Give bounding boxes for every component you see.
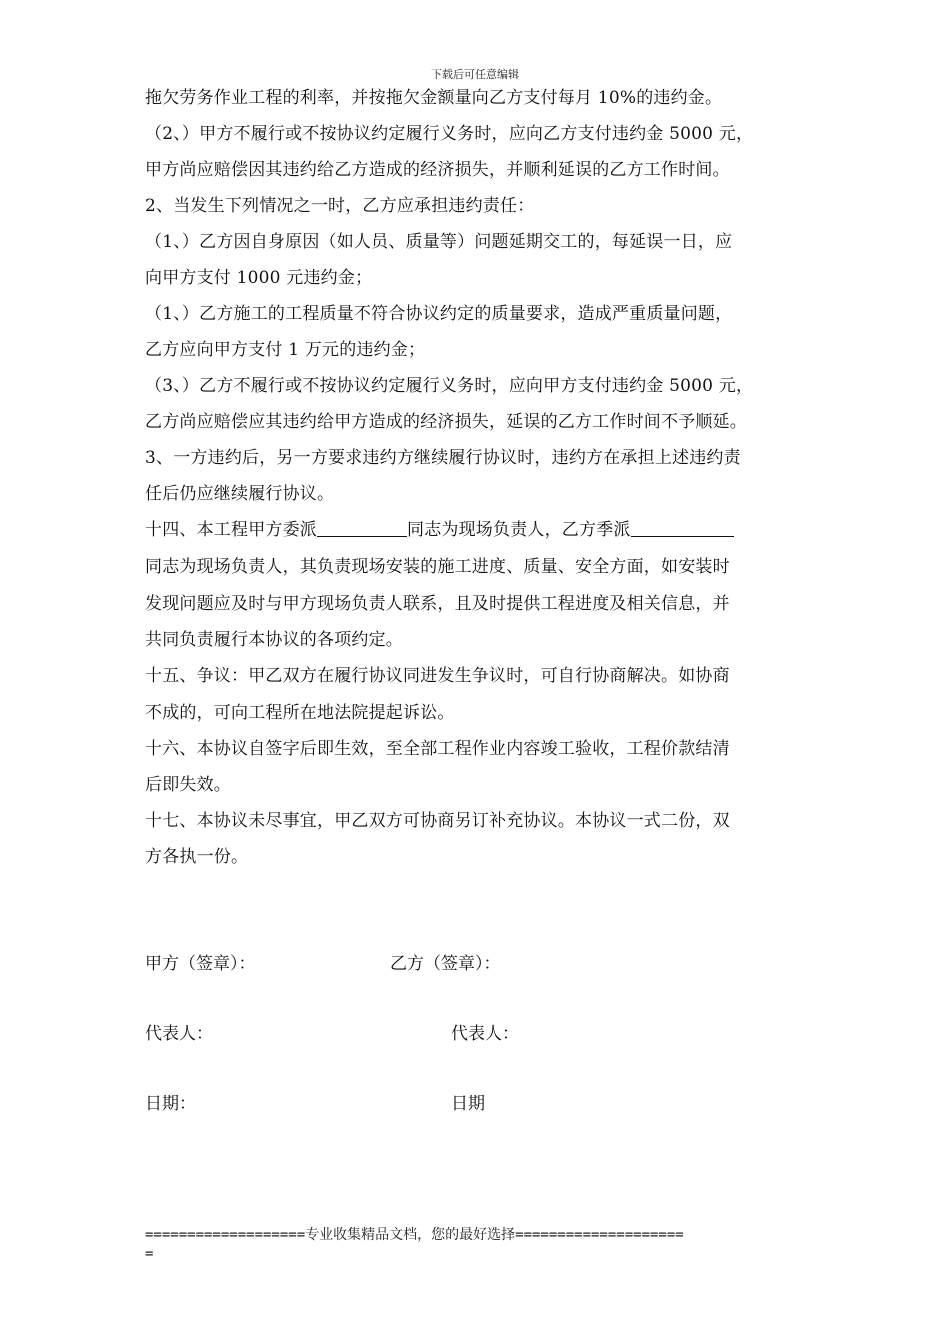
footer-line: ===================专业收集精品文档，您的最好选择==================== bbox=[145, 1227, 684, 1243]
paragraph-line: 向甲方支付 1000 元违约金； bbox=[145, 268, 373, 288]
paragraph-line: （1、）乙方施工的工程质量不符合协议约定的质量要求，造成严重质量问题， bbox=[145, 304, 733, 324]
paragraph-line: 十五、争议：甲乙双方在履行协议同进发生争议时，可自行协商解决。如协商 bbox=[145, 666, 730, 686]
blank-field-party-b-rep[interactable] bbox=[631, 520, 734, 537]
paragraph-line: 拖欠劳务作业工程的利率，并按拖欠金额量向乙方支付每月 10%的违约金。 bbox=[145, 88, 723, 108]
party-b-representative-label: 代表人： bbox=[451, 1024, 519, 1044]
paragraph-line: 十六、本协议自签字后即生效，至全部工程作业内容竣工验收，工程价款结清 bbox=[145, 739, 730, 759]
party-a-representative-label: 代表人： bbox=[145, 1024, 213, 1044]
paragraph-line: 十七、本协议未尽事宜，甲乙双方可协商另订补充协议。本协议一式二份，双 bbox=[145, 811, 730, 831]
paragraph-line: （3、）乙方不履行或不按协议约定履行义务时，应向甲方支付违约金 5000 元， bbox=[145, 376, 754, 396]
paragraph-line: 2、当发生下列情况之一时，乙方应承担违约责任： bbox=[145, 196, 535, 216]
party-a-seal-label: 甲方（签章）： bbox=[145, 954, 256, 974]
clause-14-text: 十四、本工程甲方委派 bbox=[145, 520, 317, 540]
party-a-date-label: 日期： bbox=[145, 1094, 196, 1114]
paragraph-line: 甲方尚应赔偿因其违约给乙方造成的经济损失，并顺利延误的乙方工作时间。 bbox=[145, 160, 730, 180]
paragraph-line: 共同负责履行本协议的各项约定。 bbox=[145, 630, 403, 650]
party-b-date-label: 日期 bbox=[451, 1094, 485, 1114]
page-footer bbox=[145, 1226, 684, 1264]
party-b-seal-label: 乙方（签章）： bbox=[390, 954, 501, 974]
paragraph-line: 不成的，可向工程所在地法院提起诉讼。 bbox=[145, 703, 455, 723]
page-header: 下载后可任意编辑 bbox=[431, 68, 519, 81]
paragraph-line: （2、）甲方不履行或不按协议约定履行义务时，应向乙方支付违约金 5000 元， bbox=[145, 124, 754, 144]
blank-field-party-a-rep[interactable] bbox=[317, 520, 407, 537]
paragraph-line: 3、一方违约后，另一方要求违约方继续履行协议时，违约方在承担上述违约责 bbox=[145, 448, 741, 468]
paragraph-line: 发现问题应及时与甲方现场负责人联系，且及时提供工程进度及相关信息，并 bbox=[145, 594, 730, 614]
paragraph-line: 后即失效。 bbox=[145, 775, 231, 795]
paragraph-line: 同志为现场负责人，其负责现场安装的施工进度、质量、安全方面，如安装时 bbox=[145, 557, 730, 577]
paragraph-line: 乙方尚应赔偿应其违约给甲方造成的经济损失，延误的乙方工作时间不予顺延。 bbox=[145, 412, 747, 432]
paragraph-line: 方各执一份。 bbox=[145, 847, 249, 867]
clause-14-text: 同志为现场负责人，乙方季派 bbox=[407, 520, 631, 540]
footer-line: = bbox=[145, 1246, 154, 1262]
paragraph-line: 乙方应向甲方支付 1 万元的违约金； bbox=[145, 340, 426, 360]
clause-14-line bbox=[145, 519, 734, 541]
paragraph-line: 任后仍应继续履行协议。 bbox=[145, 484, 335, 504]
paragraph-line: （1、）乙方因自身原因（如人员、质量等）问题延期交工的，每延误一日，应 bbox=[145, 232, 733, 252]
